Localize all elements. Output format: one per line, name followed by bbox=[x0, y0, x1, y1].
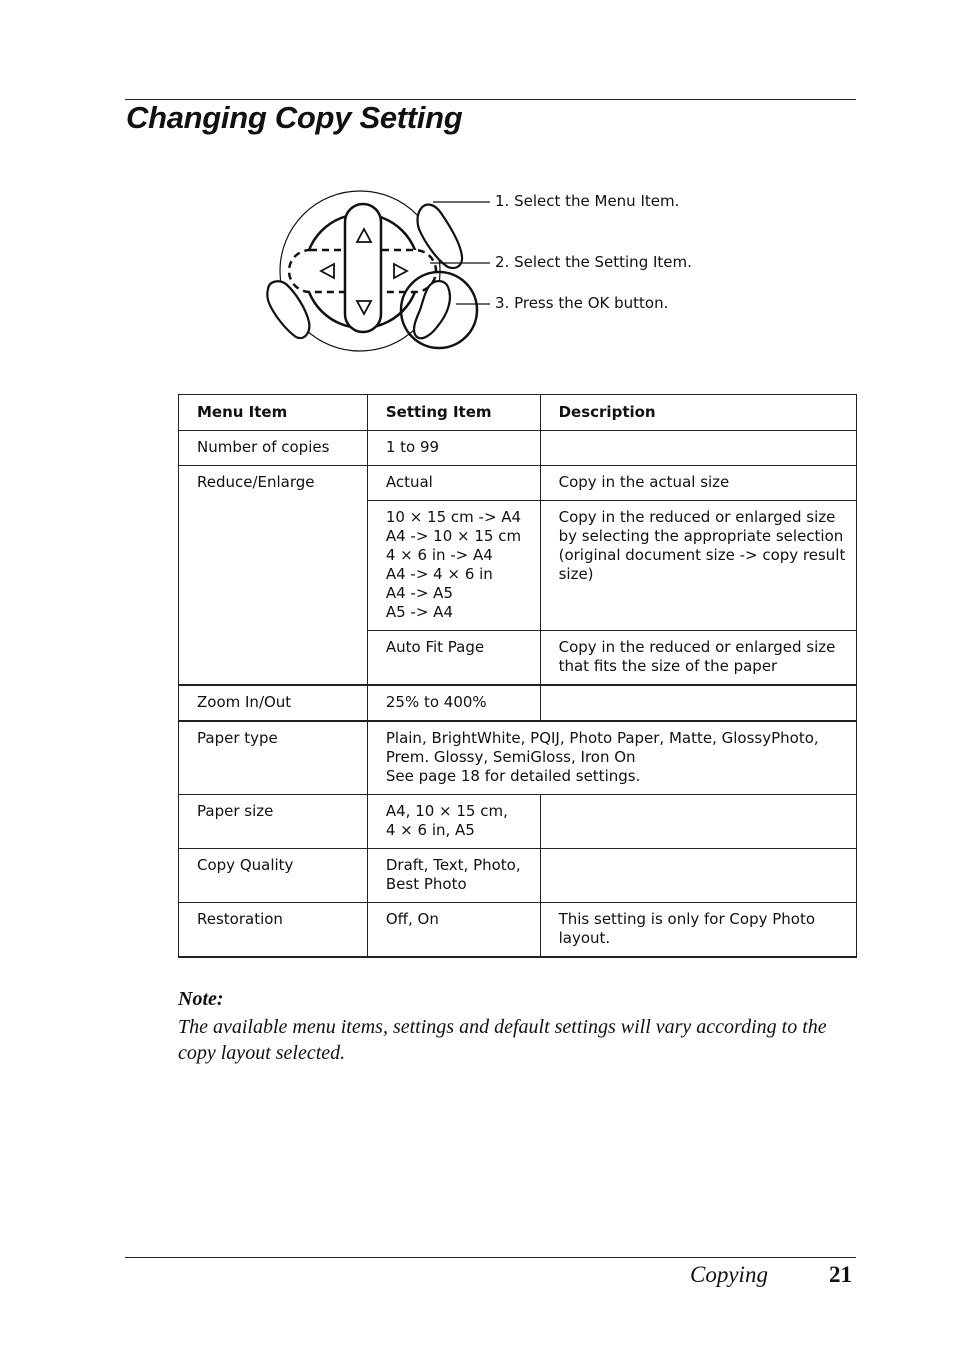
setting-line: Best Photo bbox=[385, 875, 467, 893]
setting-line: Draft, Text, Photo, bbox=[385, 856, 521, 874]
setting-line: Prem. Glossy, SemiGloss, Iron On bbox=[385, 748, 636, 766]
menu-cell: Reduce/Enlarge bbox=[179, 466, 368, 501]
description-line: Copy in the reduced or enlarged size by selecting the appropriate selection bbox=[558, 508, 844, 545]
table-row bbox=[179, 685, 857, 721]
footer-section-name: Copying bbox=[690, 1262, 768, 1287]
menu-cell: Restoration bbox=[179, 903, 368, 958]
callout-press-ok: 3. Press the OK button. bbox=[495, 294, 669, 312]
description-line: (original document size -> copy result size) bbox=[558, 546, 846, 583]
setting-cell bbox=[367, 501, 540, 631]
header-menu-item: Menu Item bbox=[179, 395, 368, 431]
callout-select-setting-item: 2. Select the Setting Item. bbox=[495, 253, 692, 271]
page-title: Changing Copy Setting bbox=[126, 100, 463, 135]
menu-cell: Number of copies bbox=[179, 431, 368, 466]
table-row bbox=[179, 501, 857, 631]
setting-line: A4, 10 × 15 cm, bbox=[385, 802, 508, 820]
setting-cell: 1 to 99 bbox=[367, 431, 540, 466]
description-cell bbox=[540, 795, 856, 849]
setting-line: A5 -> A4 bbox=[385, 603, 453, 621]
table-row bbox=[179, 903, 857, 958]
description-cell bbox=[540, 849, 856, 903]
menu-cell: Paper type bbox=[179, 721, 368, 795]
setting-line: A4 -> 4 × 6 in bbox=[385, 565, 493, 583]
setting-line: A4 -> 10 × 15 cm bbox=[385, 527, 522, 545]
table-row bbox=[179, 795, 857, 849]
setting-line: A4 -> A5 bbox=[385, 584, 453, 602]
menu-cell: Paper size bbox=[179, 795, 368, 849]
setting-cell: 25% to 400% bbox=[367, 685, 540, 721]
header-description: Description bbox=[540, 395, 856, 431]
table-row bbox=[179, 849, 857, 903]
setting-line: See page 18 for detailed settings. bbox=[385, 767, 641, 785]
menu-cell: Copy Quality bbox=[179, 849, 368, 903]
setting-cell-wide bbox=[367, 721, 856, 795]
table-row bbox=[179, 721, 857, 795]
setting-line: 4 × 6 in, A5 bbox=[385, 821, 475, 839]
menu-cell-empty bbox=[179, 631, 368, 686]
menu-cell-empty bbox=[179, 501, 368, 631]
description-cell: Copy in the reduced or enlarged size that fits the size of the paper bbox=[540, 631, 856, 686]
note-body: The available menu items, settings and default settings will vary according to the copy layout selected. bbox=[178, 1016, 827, 1064]
description-cell bbox=[540, 685, 856, 721]
setting-cell bbox=[367, 795, 540, 849]
setting-cell: Actual bbox=[367, 466, 540, 501]
description-cell: This setting is only for Copy Photo layout. bbox=[540, 903, 856, 958]
setting-cell: Off, On bbox=[367, 903, 540, 958]
table-row bbox=[179, 466, 857, 501]
description-cell: Copy in the actual size bbox=[540, 466, 856, 501]
setting-cell bbox=[367, 849, 540, 903]
setting-line: 10 × 15 cm -> A4 bbox=[385, 508, 522, 526]
header-setting-item: Setting Item bbox=[367, 395, 540, 431]
table-row bbox=[179, 431, 857, 466]
setting-cell: Auto Fit Page bbox=[367, 631, 540, 686]
note-heading: Note: bbox=[178, 988, 224, 1010]
setting-line: 4 × 6 in -> A4 bbox=[385, 546, 493, 564]
copy-settings-table bbox=[178, 394, 857, 958]
table-row bbox=[179, 631, 857, 686]
description-cell bbox=[540, 501, 856, 631]
callout-select-menu-item: 1. Select the Menu Item. bbox=[495, 192, 680, 210]
setting-line: Plain, BrightWhite, PQIJ, Photo Paper, Matte, GlossyPhoto, bbox=[385, 729, 819, 747]
footer-rule bbox=[125, 1257, 856, 1258]
menu-cell: Zoom In/Out bbox=[179, 685, 368, 721]
description-cell bbox=[540, 431, 856, 466]
control-panel-diagram bbox=[260, 183, 490, 358]
footer-page-number: 21 bbox=[829, 1262, 852, 1287]
table-header-row bbox=[179, 395, 857, 431]
